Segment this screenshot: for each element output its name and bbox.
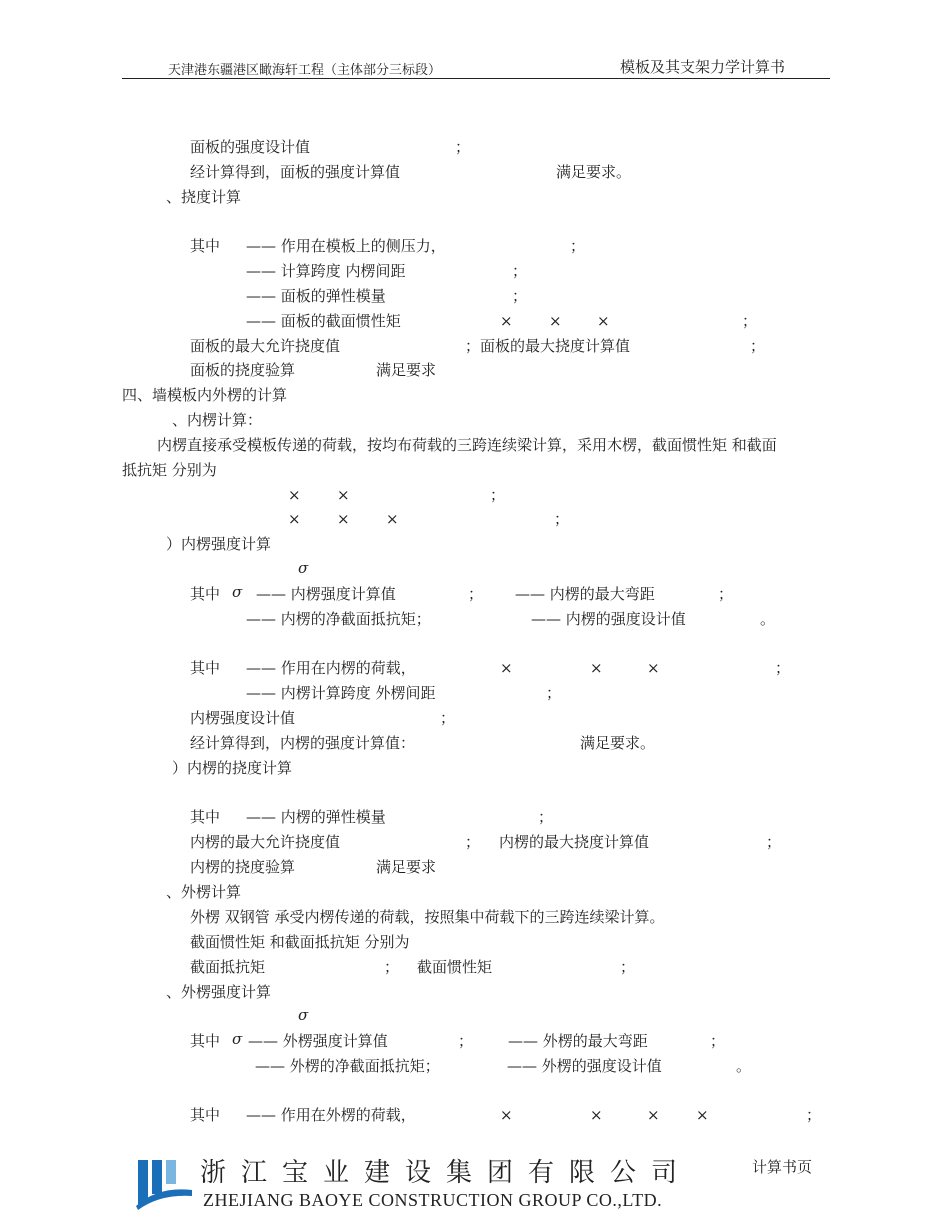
text-line: —— 外楞的强度设计值 (507, 1057, 662, 1075)
text-line: 内楞的挠度验算 (190, 858, 296, 876)
times-sign: × (597, 312, 610, 330)
text-line: 经计算得到，面板的强度计算值 (190, 163, 401, 181)
times-sign: × (337, 486, 350, 504)
text-line: ； (546, 684, 562, 702)
section-heading: 、外楞计算 (166, 883, 242, 901)
company-logo (134, 1156, 194, 1212)
text-line: —— 作用在外楞的荷载， (246, 1106, 416, 1124)
sigma-symbol: σ (298, 559, 309, 577)
text-line: ； (554, 510, 570, 528)
header-rule (122, 78, 830, 79)
times-sign: × (500, 1106, 513, 1124)
text-line: ； (455, 138, 471, 156)
header-doc-title: 模板及其支架力学计算书 (620, 58, 786, 76)
text-line: —— 内楞的净截面抵抗矩； (246, 610, 431, 628)
times-sign: × (500, 312, 513, 330)
sigma-symbol: σ (298, 1006, 309, 1024)
text-line: 面板的强度设计值 (190, 138, 311, 156)
times-sign: × (288, 486, 301, 504)
times-sign: × (500, 659, 513, 677)
text-line: 其中 (190, 1106, 221, 1124)
text-line: 内楞的最大挠度计算值 (499, 833, 650, 851)
text-line: 满足要求。 (556, 163, 632, 181)
text-line: ； (440, 709, 456, 727)
company-name-en: ZHEJIANG BAOYE CONSTRUCTION GROUP CO.,LTD. (203, 1190, 663, 1210)
text-line: —— 内楞计算跨度 外楞间距 (246, 684, 436, 702)
header-project: 天津港东疆港区瞰海轩工程（主体部分三标段） (168, 63, 442, 78)
text-line: —— 内楞的弹性模量 (246, 808, 386, 826)
section-heading: 、挠度计算 (166, 188, 242, 206)
text-line: ； (710, 1032, 726, 1050)
text-line: 其中 (190, 237, 221, 255)
times-sign: × (386, 510, 399, 528)
paragraph-line: 内楞直接承受模板传递的荷载，按均布荷载的三跨连续梁计算，采用木楞，截面惯性矩 和截面 (157, 436, 777, 454)
text-line: ； (750, 337, 766, 355)
text-line: 。 (736, 1057, 752, 1075)
text-line: ； (490, 486, 506, 504)
text-line: ；面板的最大挠度计算值 (465, 337, 631, 355)
text-line: ； (620, 958, 636, 976)
times-sign: × (288, 510, 301, 528)
text-line: 截面抵抗矩 (190, 958, 266, 976)
times-sign: × (590, 1106, 603, 1124)
times-sign: × (647, 1106, 660, 1124)
text-line: 截面惯性矩 (417, 958, 493, 976)
text-line: —— 内楞的强度设计值 (531, 610, 686, 628)
times-sign: × (696, 1106, 709, 1124)
text-line: —— 外楞强度计算值 (248, 1032, 388, 1050)
section-heading: 、外楞强度计算 (166, 983, 272, 1001)
text-line: —— 计算跨度 内楞间距 (246, 262, 406, 280)
paragraph-line: 抵抗矩 分别为 (122, 461, 217, 479)
sigma-symbol: σ (232, 583, 243, 601)
text-line: ； (766, 833, 782, 851)
text-line: 满足要求。 (580, 734, 656, 752)
text-line: —— 作用在内楞的荷载， (246, 659, 416, 677)
paragraph-line: 外楞 双钢管 承受内楞传递的荷载，按照集中荷载下的三跨连续梁计算。 (190, 908, 665, 926)
text-line: 面板的挠度验算 (190, 361, 296, 379)
text-line: —— 外楞的最大弯距 (508, 1032, 648, 1050)
text-line: —— 内楞强度计算值 (256, 585, 396, 603)
times-sign: × (549, 312, 562, 330)
text-line: ； (512, 262, 528, 280)
text-line: 满足要求 (376, 361, 437, 379)
company-name-cn: 浙江宝业建设集团有限公司 (200, 1158, 693, 1188)
text-line: —— 内楞的最大弯距 (515, 585, 655, 603)
text-line: ； (538, 808, 554, 826)
text-line: —— 面板的弹性模量 (246, 287, 386, 305)
text-line: —— 作用在模板上的侧压力， (246, 237, 446, 255)
text-line: 。 (760, 610, 776, 628)
page-label: 计算书页 (752, 1158, 813, 1176)
text-line: 内楞的最大允许挠度值 (190, 833, 341, 851)
text-line: ； (512, 287, 528, 305)
section-heading: ）内楞的挠度计算 (172, 759, 293, 777)
text-line: —— 外楞的净截面抵抗矩； (255, 1057, 440, 1075)
chapter-heading: 四、墙模板内外楞的计算 (122, 386, 288, 404)
text-line: —— 面板的截面惯性矩 (246, 312, 401, 330)
text-line: ； (718, 585, 734, 603)
text-line: 满足要求 (376, 858, 437, 876)
text-line: ； (806, 1106, 822, 1124)
text-line: ； (775, 659, 791, 677)
text-line: ； (458, 1032, 474, 1050)
text-line: 其中 (190, 659, 221, 677)
text-line: 其中 (190, 1032, 221, 1050)
paragraph-line: 截面惯性矩 和截面抵抗矩 分别为 (190, 933, 410, 951)
text-line: ； (570, 237, 586, 255)
times-sign: × (590, 659, 603, 677)
text-line: ； (468, 585, 484, 603)
text-line: 经计算得到，内楞的强度计算值： (190, 734, 416, 752)
text-line: ； (465, 833, 481, 851)
text-line: 面板的最大允许挠度值 (190, 337, 341, 355)
times-sign: × (337, 510, 350, 528)
section-heading: ）内楞强度计算 (166, 535, 272, 553)
text-line: 内楞强度设计值 (190, 709, 296, 727)
times-sign: × (647, 659, 660, 677)
text-line: 其中 (190, 808, 221, 826)
text-line: ； (742, 312, 758, 330)
section-heading: 、内楞计算： (172, 411, 263, 429)
text-line: 其中 (190, 585, 221, 603)
text-line: ； (384, 958, 400, 976)
sigma-symbol: σ (232, 1030, 243, 1048)
